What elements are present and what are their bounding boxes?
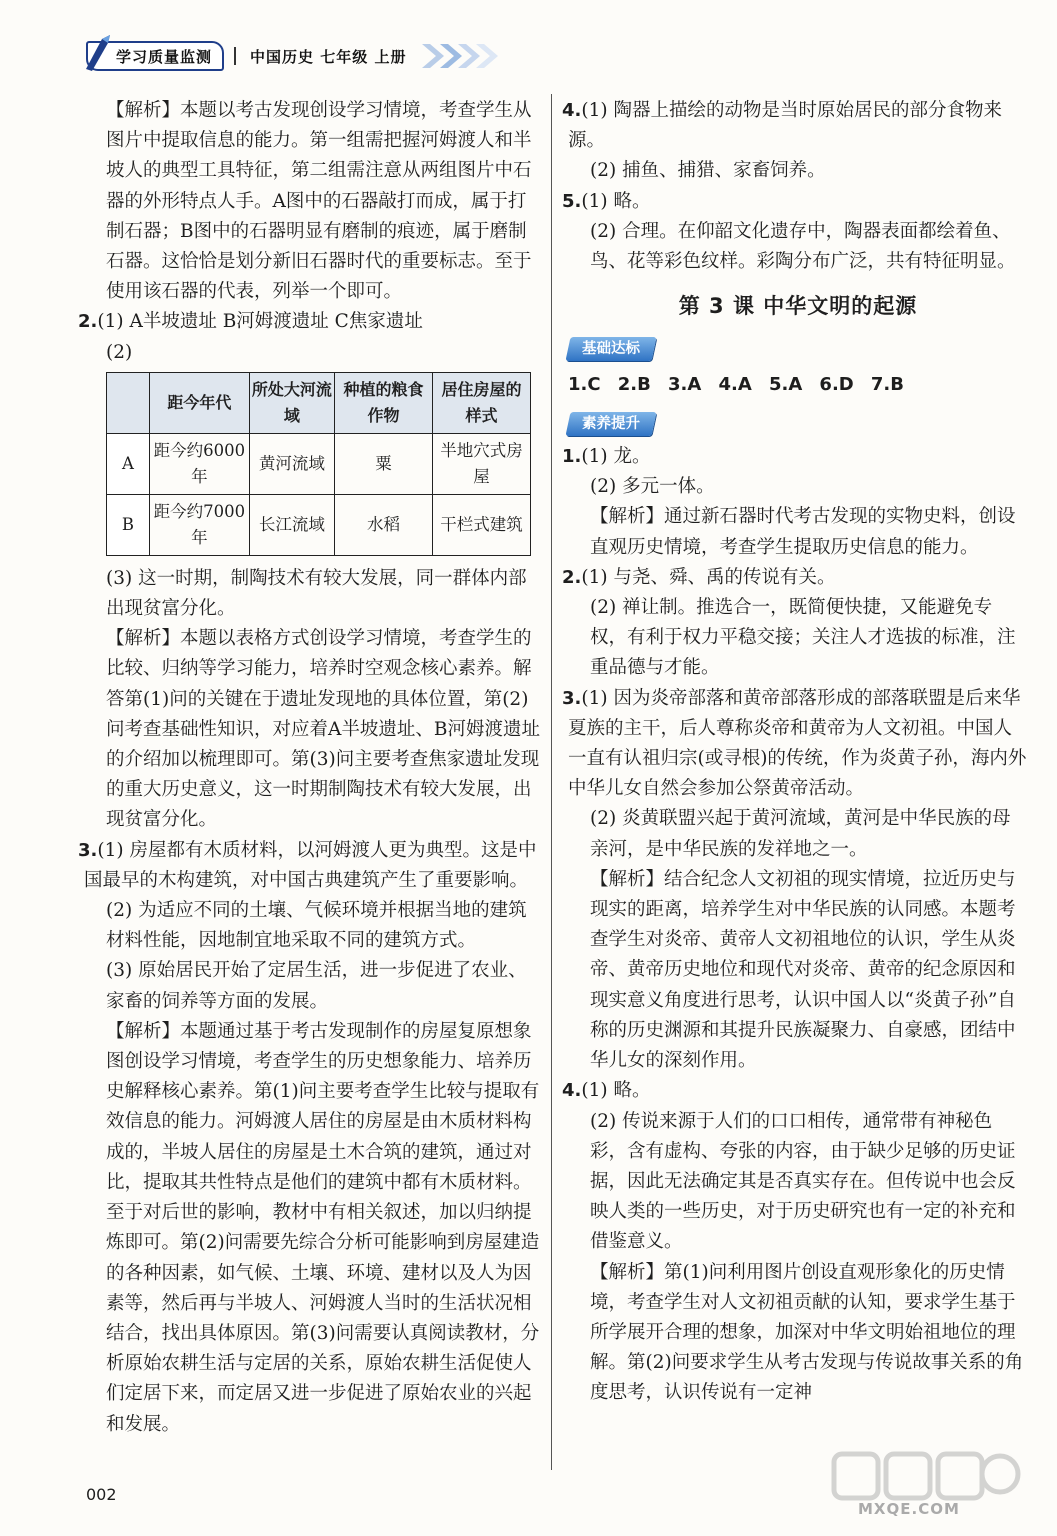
answer-q5-1: (1) 略。: [581, 190, 651, 212]
choice-answers: [568, 370, 1028, 400]
header-separator: [234, 47, 236, 65]
right-column: [562, 96, 1028, 1409]
table-header: 种植的粮食作物: [335, 372, 433, 433]
watermark-text: MXQE.COM: [858, 1500, 960, 1518]
analysis-s1: 【解析】通过新石器时代考古发现的实物史料，创设直观历史情境，考查学生提取历史信息的能力。: [590, 506, 1016, 558]
choice-answer: 7.B: [870, 373, 904, 395]
table-cell: 距今约7000年: [150, 494, 250, 555]
table-row: [107, 494, 531, 555]
page-number: 002: [86, 1485, 117, 1504]
analysis-s4: 【解析】第(1)问利用图片创设直观形象化的历史情境，考查学生对人文初祖贡献的认知，要求学生基于所学展开合理的想象，加深对中华文明始祖地位的理解。第(2)问要求学生从考古发现与传说故事关系的角度思考，认识传说有一定神: [590, 1261, 1024, 1404]
answer-table: [106, 372, 531, 556]
answer-s4-1: (1) 略。: [581, 1080, 651, 1102]
column-divider: [551, 94, 552, 1470]
answer-s1-2: (2) 多元一体。: [590, 476, 715, 498]
table-header: 距今年代: [150, 372, 250, 433]
page-header: [86, 36, 500, 76]
answer-s2-2: (2) 禅让制。推选合一，既简便快捷，又能避免专权，有利于权力平稳交接；关注人才选拔的标准，注重品德与才能。: [590, 597, 1016, 679]
table-header: 所处大河流域: [249, 372, 334, 433]
table-header: [107, 372, 150, 433]
answer-q2-2: (2): [106, 341, 133, 363]
table-header-row: [107, 372, 531, 433]
answer-s4-2: (2) 传说来源于人们的口口相传，通常带有神秘色彩，含有虚构、夸张的内容，由于缺少足够的历史证据，因此无法确定其是否真实存在。但传说中也会反映人类的一些历史，对于历史研究也有一定的补充和借鉴意义。: [590, 1110, 1016, 1253]
table-cell: 粟: [335, 433, 433, 494]
answer-q3-3: (3) 原始居民开始了定居生活，进一步促进了农业、家畜的饲养等方面的发展。: [106, 960, 527, 1012]
table-cell: 长江流域: [249, 494, 334, 555]
choice-answer: 4.A: [718, 373, 752, 395]
answer-q2-3: (3) 这一时期，制陶技术有较大发展，同一群体内部出现贫富分化。: [106, 567, 527, 620]
analysis-s3: 【解析】结合纪念人文初祖的现实情境，拉近历史与现实的距离，培养学生对中华民族的认同感。本题考查学生对炎帝、黄帝人文初祖地位的认识，学生从炎帝、黄帝历史地位和现代对炎帝、黄帝的纪念原因和现实意义角度进行思考，认识中国人以“炎黄子孙”自称的历史渊源和其提升民族凝聚力、自豪感，团结中华儿女的深刻作用。: [590, 868, 1016, 1072]
answer-q2-1: (1) A半坡遗址 B河姆渡遗址 C焦家遗址: [97, 311, 423, 333]
question-number: 4.: [562, 1080, 582, 1102]
section-badge-advance: 素养提升: [565, 412, 656, 436]
lesson-title: 第 3 课 中华文明的起源: [678, 294, 918, 319]
answer-s3-1: (1) 因为炎帝部落和黄帝部落形成的部落联盟是后来华夏族的主干，后人尊称炎帝和黄帝为人文初祖。中国人一直有认祖归宗(或寻根)的传统，作为炎黄子孙，海内外中华儿女自然会参加公祭黄帝活动。: [568, 687, 1027, 800]
answer-s3-2: (2) 炎黄联盟兴起于黄河流域，黄河是中华民族的母亲河，是中华民族的发祥地之一。: [590, 808, 1011, 860]
question-number: 4.: [562, 100, 582, 121]
table-cell: 半地穴式房屋: [433, 433, 531, 494]
answer-q4-2: (2) 捕鱼、捕猎、家畜饲养。: [590, 160, 826, 182]
answer-s1-1: (1) 龙。: [581, 446, 651, 468]
answer-q3-2: (2) 为适应不同的土壤、气候环境并根据当地的建筑材料性能，因地制宜地采取不同的建筑方式。: [106, 900, 527, 952]
choice-answer: 3.A: [668, 373, 702, 395]
question-number: 3.: [78, 839, 98, 861]
choice-answer: 2.B: [617, 373, 651, 395]
question-number: 2.: [78, 311, 98, 333]
answer-q5-2: (2) 合理。在仰韶文化遗存中，陶器表面都绘着鱼、鸟、花等彩色纹样。彩陶分布广泛，共有特征明显。: [590, 220, 1016, 273]
answer-q3-1: (1) 房屋都有木质材料，以河姆渡人更为典型。这是中国最早的木构建筑，对中国古典建筑产生了重要影响。: [84, 839, 537, 891]
analysis-q3: 【解析】本题通过基于考古发现制作的房屋复原想象图创设学习情境，考查学生的历史想象能力、培养历史解释核心素养。第(1)问主要考查学生比较与提取有效信息的能力。河姆渡人居住的房屋是由木质材料构成的，半坡人居住的房屋是土木合筑的建筑，通过对比，提取其共性特点是他们的建筑中都有木质材料。至于对后世的影响，教材中有相关叙述，加以归纳提炼即可。第(2)问需要先综合分析可能影响到房屋建造的各种因素，如气候、土壤、环境、建材以及人为因素等，然后再与半坡人、河姆渡人当时的生活状况相结合，找出具体原因。第(3)问需要认真阅读教材，分析原始农耕生活与定居的关系，原始农耕生活促使人们定居下来，而定居又进一步促进了原始农业的兴起和发展。: [106, 1020, 540, 1435]
table-cell: 干栏式建筑: [433, 494, 531, 555]
analysis-q1: 【解析】本题以考古发现创设学习情境，考查学生从图片中提取信息的能力。第一组需把握河姆渡人和半坡人的典型工具特征，第二组需注意从两组图片中石器的外形特点人手。A图中的石器敲打而成，属于打制石器；B图中的石器明显有磨制的痕迹，属于磨制石器。这恰恰是划分新旧石器时代的重要标志。至于使用该石器的代表，列举一个即可。: [106, 100, 532, 303]
table-header: 居住房屋的样式: [433, 372, 531, 433]
question-number: 5.: [562, 190, 582, 212]
left-column: [78, 96, 544, 1440]
table-cell: 距今约6000年: [150, 433, 250, 494]
question-number: 3.: [562, 687, 582, 709]
question-number: 2.: [562, 566, 582, 588]
series-title: 学习质量监测: [116, 47, 213, 66]
table-cell: B: [107, 494, 150, 555]
table-row: [107, 433, 531, 494]
section-badge-basic: 基础达标: [565, 337, 656, 361]
choice-answer: 6.D: [819, 373, 854, 395]
analysis-q2: 【解析】本题以表格方式创设学习情境，考查学生的比较、归纳等学习能力，培养时空观念核心素养。解答第(1)问的关键在于遗址发现地的具体位置，第(2)问考查基础性知识，对应着A半坡遗址、B河姆渡遗址的介绍加以梳理即可。第(3)问主要考查焦家遗址发现的重大历史意义，这一时期制陶技术有较大发展，出现贫富分化。: [106, 628, 540, 831]
table-cell: 黄河流域: [249, 433, 334, 494]
subject-label: 中国历史 七年级 上册: [250, 47, 407, 66]
table-cell: A: [107, 433, 150, 494]
choice-answer: 1.C: [568, 373, 601, 395]
choice-answer: 5.A: [768, 373, 803, 395]
chevron-right-icon: [420, 40, 500, 72]
series-badge: [86, 41, 224, 71]
pen-icon: [82, 33, 116, 73]
answer-s2-1: (1) 与尧、舜、禹的传说有关。: [581, 566, 836, 588]
answer-q4-1: (1) 陶器上描绘的动物是当时原始居民的部分食物来源。: [568, 100, 1002, 152]
table-cell: 水稻: [335, 494, 433, 555]
question-number: 1.: [562, 446, 582, 468]
